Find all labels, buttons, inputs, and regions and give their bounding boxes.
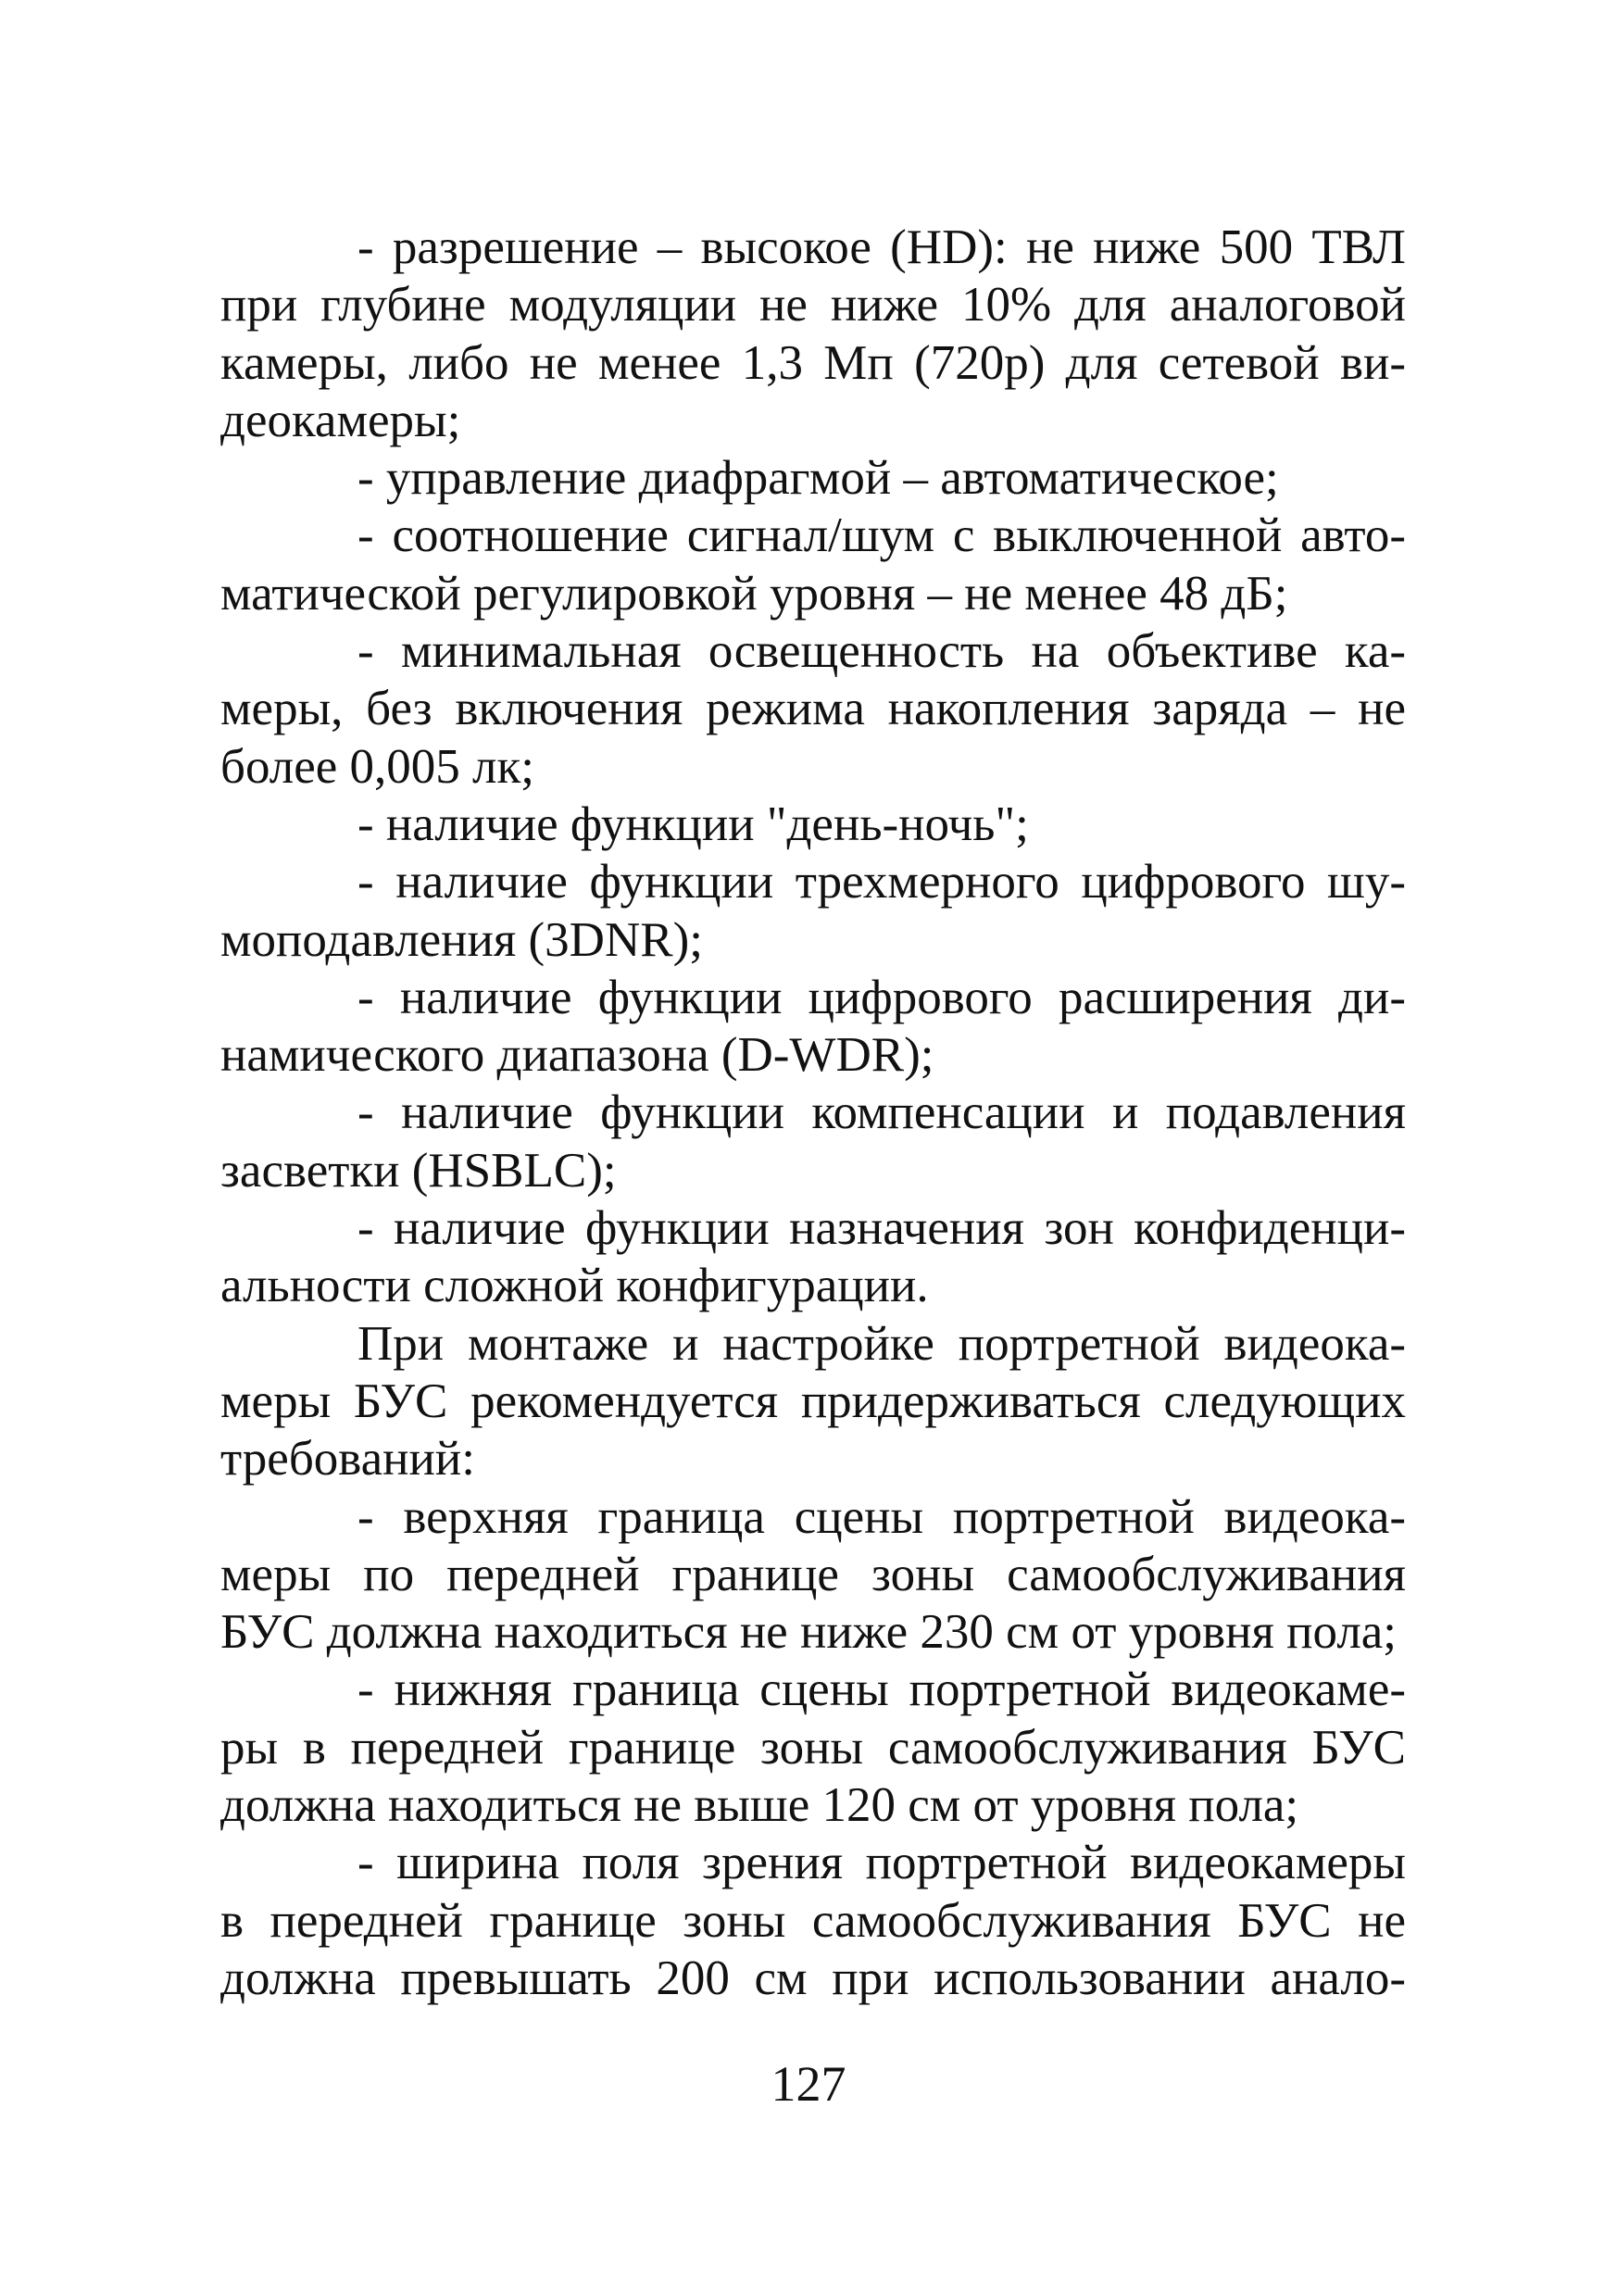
text-line: матической регулировкой уровня – не менее 48 дБ;	[220, 566, 1288, 621]
text-line: деокамеры;	[220, 393, 461, 447]
text-line: - соотношение сигнал/шум с выключенной авто-	[357, 508, 1406, 563]
text-line: - наличие функции "день-ночь";	[357, 797, 1029, 851]
text-line: - ширина поля зрения портретной видеокамеры	[357, 1836, 1406, 1890]
text-line: - разрешение – высокое (HD): не ниже 500 ТВЛ	[357, 220, 1406, 274]
text-line: альности сложной конфигурации.	[220, 1259, 929, 1313]
text-line: - минимальная освещенность на объективе ка-	[357, 624, 1406, 679]
text-line: - нижняя граница сцены портретной видеокаме-	[357, 1662, 1406, 1717]
text-line: ры в передней границе зоны самообслуживания БУС	[220, 1720, 1406, 1775]
text-line: требований:	[220, 1432, 475, 1487]
text-line: более 0,005 лк;	[220, 739, 534, 794]
text-line: - наличие функции трехмерного цифрового шу-	[357, 855, 1406, 910]
text-line: в передней границе зоны самообслуживания БУС не	[220, 1893, 1406, 1948]
text-line: БУС должна находиться не ниже 230 см от уровня пола;	[220, 1605, 1398, 1660]
body-text	[220, 219, 1406, 2007]
text-line: - наличие функции цифрового расширения ди-	[357, 970, 1406, 1024]
text-line: должна превышать 200 см при использовании анало-	[220, 1951, 1406, 2005]
text-line: меры БУС рекомендуется придерживаться следующих	[220, 1374, 1406, 1428]
text-line: - наличие функции назначения зон конфиденци-	[357, 1201, 1406, 1256]
text-line: меры по передней границе зоны самообслуживания	[220, 1547, 1406, 1601]
text-line: - наличие функции компенсации и подавления	[357, 1085, 1406, 1140]
page-number: 127	[771, 2056, 846, 2112]
text-line: засветки (HSBLC);	[220, 1143, 617, 1198]
text-line: - управление диафрагмой – автоматическое;	[357, 451, 1279, 506]
text-line: намического диапазона (D-WDR);	[220, 1028, 934, 1083]
text-line: При монтаже и настройке портретной видеока-	[357, 1316, 1406, 1371]
text-line: - верхняя граница сцены портретной видеока-	[357, 1489, 1406, 1544]
text-line: меры, без включения режима накопления заряда – не	[220, 682, 1406, 736]
text-line: при глубине модуляции не ниже 10% для аналоговой	[220, 278, 1406, 332]
text-line: должна находиться не выше 120 см от уровня пола;	[220, 1778, 1299, 1833]
text-line: камеры, либо не менее 1,3 Мп (720р) для сетевой ви-	[220, 335, 1406, 390]
text-line: моподавления (3DNR);	[220, 912, 703, 967]
